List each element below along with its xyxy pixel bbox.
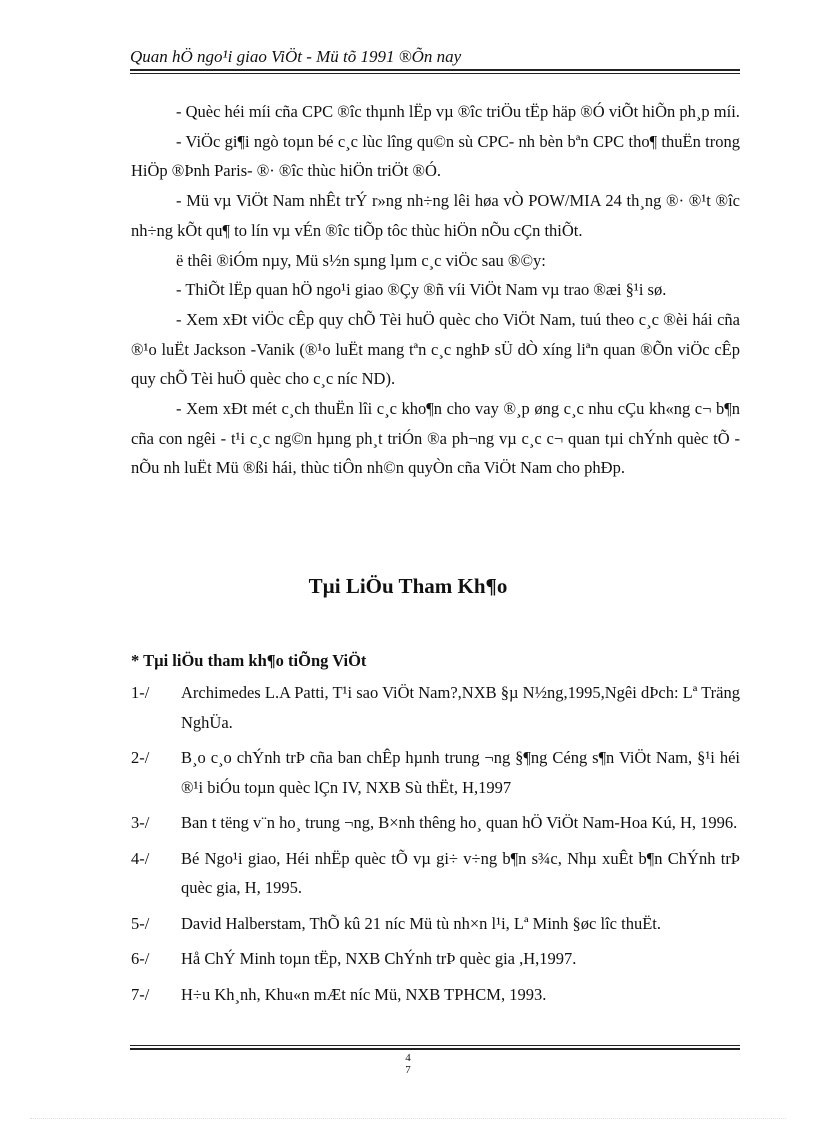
paragraph: ë thêi ®iÓm nµy, Mü s½n sµng lµm c¸c viÖc sau ®©y: [176, 250, 546, 270]
footer-rule-thick [130, 1048, 740, 1050]
reference-item [131, 844, 740, 903]
reference-number: 7-/ [131, 984, 150, 1004]
reference-item [131, 678, 740, 737]
paragraph: - Mü vµ ViÖt Nam nhÊt trÝ r»ng nh÷ng lêi høa vÒ POW/MIA 24 th¸ng ®· ®¹t ®îc nh÷ng kÕt qu¶ to lín vµ vÉn ®îc tiÕp tôc thùc hiÖn nÕu cÇn thiÕt. [131, 191, 740, 240]
reference-text: Hå ChÝ Minh toµn tËp, NXB ChÝnh trÞ quèc gia ,H,1997. [181, 949, 577, 968]
paragraph: - ViÖc gi¶i ngò toµn bé c¸c lùc lîng qu©n sù CPC- nh bèn bªn CPC tho¶ thuËn trong HiÖp ®Þnh Paris- ®· ®îc thùc hiÖn triÖt ®Ó. [131, 131, 740, 181]
footer-rule-thin [130, 1045, 740, 1046]
reference-number: 5-/ [131, 913, 150, 933]
page-edge-divider [30, 1118, 786, 1119]
references-heading: * Tµi liÖu tham kh¶o tiÕng ViÖt [131, 651, 367, 670]
reference-item [131, 980, 740, 1010]
page-number-top: 4 [405, 1052, 411, 1064]
page-number [0, 1052, 816, 1076]
header-title: Quan hÖ ngo¹i giao ViÖt - Mü tõ 1991 ®Õn nay [130, 47, 462, 66]
references-list [131, 678, 740, 1015]
paragraph: - Xem xÐt mét c¸ch thuËn lîi c¸c kho¶n cho vay ®¸p øng c¸c nhu cÇu kh«ng c¬ b¶n cña con ngêi - t¹i c¸c ng©n hµng ph¸t triÓn ®a ph¬ng vµ c¸c c¬ quan tµi chÝnh quèc tÕ - nÕu nh luËt Mü ®ßi hái, thùc tiÔn nh©n quyÒn cña ViÖt Nam cho phÐp. [131, 399, 740, 478]
reference-text: B¸o c¸o chÝnh trÞ cña ban chÊp hµnh trung ¬ng §¶ng Céng s¶n ViÖt Nam, §¹i héi ®¹i biÓu toµn quèc lÇn IV, NXB Sù thËt, H,1997 [181, 748, 740, 797]
paragraph: - ThiÕt lËp quan hÖ ngo¹i giao ®Çy ®ñ víi ViÖt Nam vµ trao ®æi §¹i sø. [176, 280, 667, 300]
reference-item [131, 808, 740, 838]
header-rule-thin [130, 73, 740, 74]
reference-text: Bé Ngo¹i giao, Héi nhËp quèc tÕ vµ gi÷ v÷ng b¶n s¾c, Nhµ xuÊt b¶n ChÝnh trÞ quèc gia, H, 1995. [181, 848, 740, 897]
paragraph: - Quèc héi míi cña CPC ®îc thµnh lËp vµ ®îc triÖu tËp häp ®Ó viÕt hiÕn ph¸p míi. [176, 102, 740, 121]
header-rule-thick [130, 69, 740, 71]
page-header [130, 46, 740, 74]
reference-number: 4-/ [131, 848, 150, 868]
reference-number: 6-/ [131, 949, 150, 968]
reference-number: 3-/ [131, 813, 150, 832]
section-title: Tµi LiÖu Tham Kh¶o [308, 574, 508, 598]
body-text [131, 97, 740, 483]
reference-text: Archimedes L.A Patti, T¹i sao ViÖt Nam?,NXB §µ N½ng,1995,Ngêi dÞch: Lª Träng NghÜa. [181, 683, 740, 732]
page-footer [130, 1045, 740, 1050]
page-number-bottom: 7 [405, 1064, 411, 1076]
reference-text: H÷u Kh¸nh, Khu«n mÆt níc Mü, NXB TPHCM, 1993. [181, 984, 547, 1004]
reference-text: Ban t tëng v¨n ho¸ trung ¬ng, B×nh thêng ho¸ quan hÖ ViÖt Nam-Hoa Kú, H, 1996. [181, 813, 738, 832]
reference-text: David Halberstam, ThÕ kû 21 níc Mü tù nh×n l¹i, Lª Minh §øc lîc thuËt. [181, 913, 661, 933]
paragraph: - Xem xÐt viÖc cÊp quy chÕ Tèi huÖ quèc cho ViÖt Nam, tuú theo c¸c ®èi hái cña ®¹o luËt Jackson -Vanik (®¹o luËt mang tªn c¸c nghÞ sÜ dÒ xíng liªn quan ®Õn viÖc cÊp quy chÕ Tèi huÖ quèc cho c¸c níc ND). [131, 309, 740, 389]
reference-item [131, 944, 740, 974]
reference-item [131, 743, 740, 802]
reference-number: 1-/ [131, 683, 150, 702]
reference-number: 2-/ [131, 748, 150, 767]
reference-item [131, 909, 740, 939]
